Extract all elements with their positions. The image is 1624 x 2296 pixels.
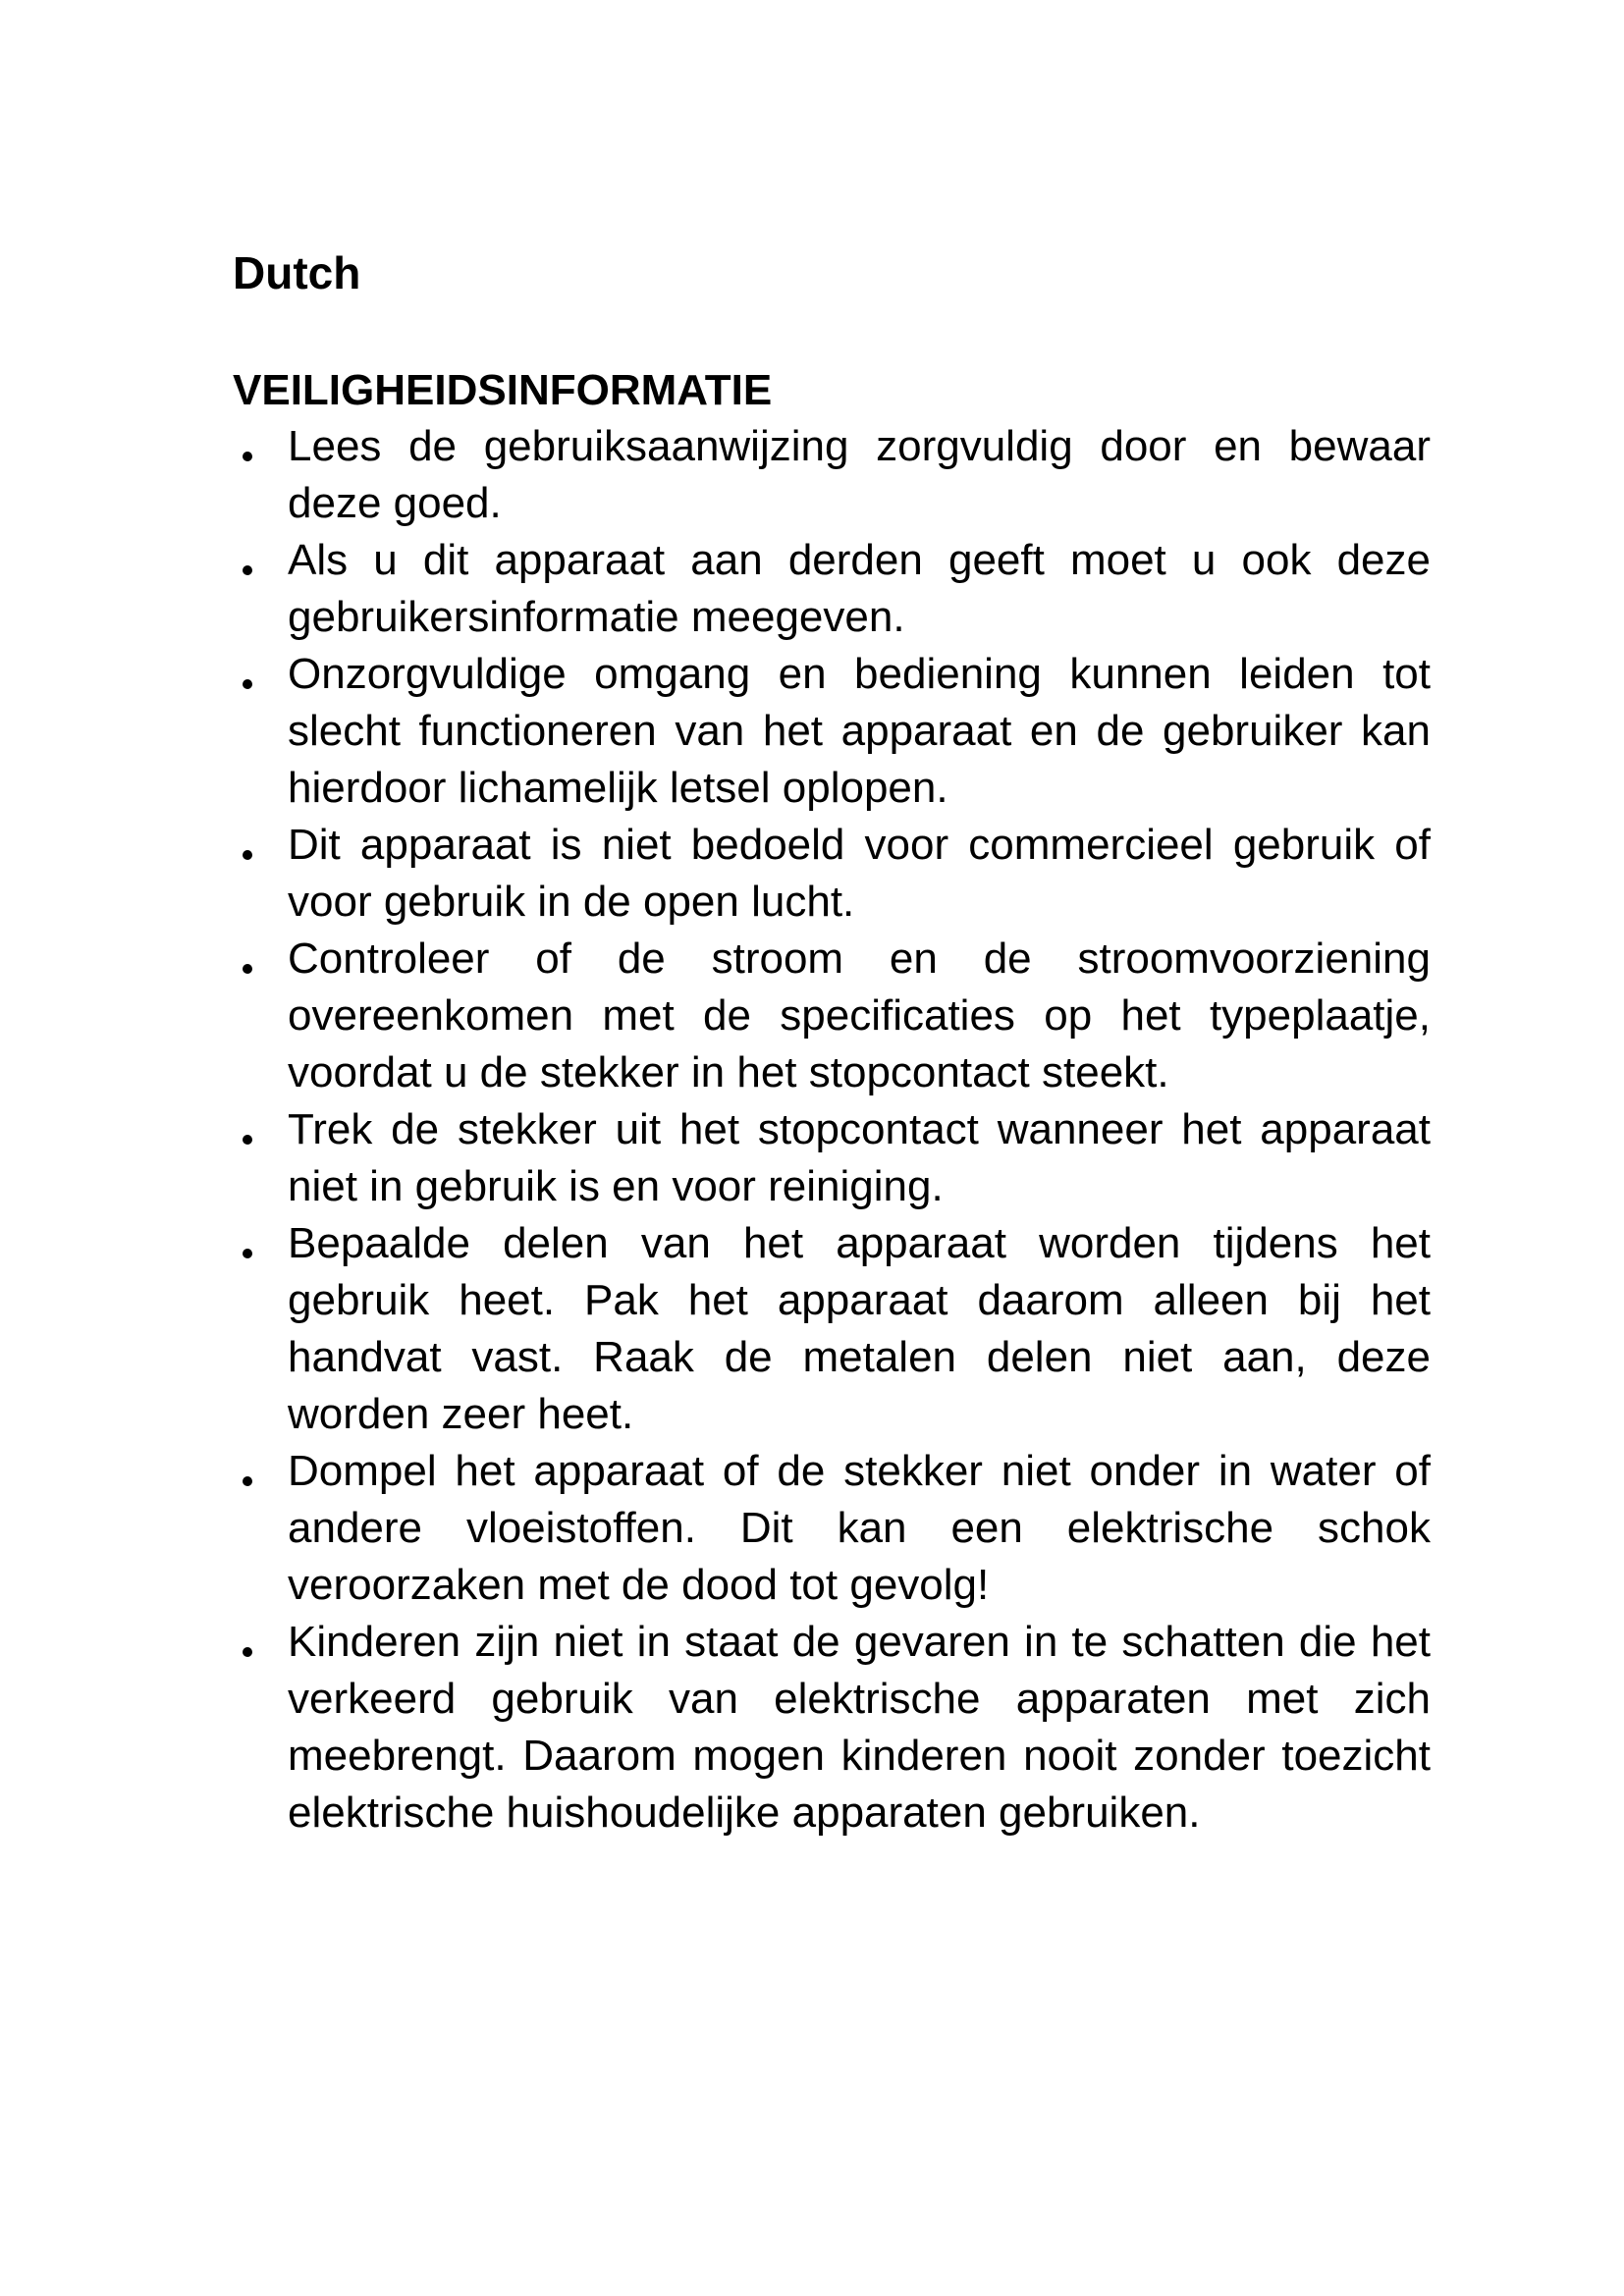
list-item <box>233 646 1431 817</box>
list-item <box>233 1614 1431 1842</box>
manual-page <box>233 245 1431 1842</box>
list-item-text: Controleer of de stroom en de stroomvoorziening overeenkomen met de specificaties op het typeplaatje, voordat u de stekker in het stopcontact steekt. <box>288 934 1431 1096</box>
bullet-icon <box>233 1614 262 1671</box>
safety-list <box>233 418 1431 1842</box>
section-title: VEILIGHEIDSINFORMATIE <box>233 366 773 414</box>
list-item <box>233 931 1431 1101</box>
bullet-icon <box>233 1101 262 1158</box>
bullet-icon <box>233 817 262 874</box>
list-item-text: Dit apparaat is niet bedoeld voor commercieel gebruik of voor gebruik in de open lucht. <box>288 821 1431 926</box>
list-item-text: Kinderen zijn niet in staat de gevaren in te schatten die het verkeerd gebruik van elektrische apparaten met zich meebrengt. Daarom mogen kinderen nooit zonder toezicht elektrische huishoudelijke apparaten gebruiken. <box>288 1618 1431 1837</box>
list-item-text: Dompel het apparaat of de stekker niet onder in water of andere vloeistoffen. Dit kan een elektrische schok veroorzaken met de dood tot gevolg! <box>288 1447 1431 1609</box>
list-item <box>233 418 1431 532</box>
bullet-icon <box>233 418 262 475</box>
bullet-icon <box>233 1443 262 1500</box>
list-item-text: Lees de gebruiksaanwijzing zorgvuldig door en bewaar deze goed. <box>288 422 1431 527</box>
bullet-icon <box>233 532 262 589</box>
list-item <box>233 1443 1431 1614</box>
bullet-icon <box>233 646 262 703</box>
bullet-icon <box>233 931 262 988</box>
list-item-text: Als u dit apparaat aan derden geeft moet u ook deze gebruikersinformatie meegeven. <box>288 536 1431 641</box>
bullet-icon <box>233 1215 262 1272</box>
list-item <box>233 532 1431 646</box>
list-item <box>233 1215 1431 1443</box>
list-item-text: Onzorgvuldige omgang en bediening kunnen leiden tot slecht functioneren van het apparaat en de gebruiker kan hierdoor lichamelijk letsel oplopen. <box>288 650 1431 812</box>
list-item <box>233 1101 1431 1215</box>
language-label: Dutch <box>233 247 361 298</box>
list-item-text: Trek de stekker uit het stopcontact wanneer het apparaat niet in gebruik is en voor reiniging. <box>288 1105 1431 1210</box>
list-item-text: Bepaalde delen van het apparaat worden tijdens het gebruik heet. Pak het apparaat daarom alleen bij het handvat vast. Raak de metalen delen niet aan, deze worden zeer heet. <box>288 1219 1431 1438</box>
list-item <box>233 817 1431 931</box>
